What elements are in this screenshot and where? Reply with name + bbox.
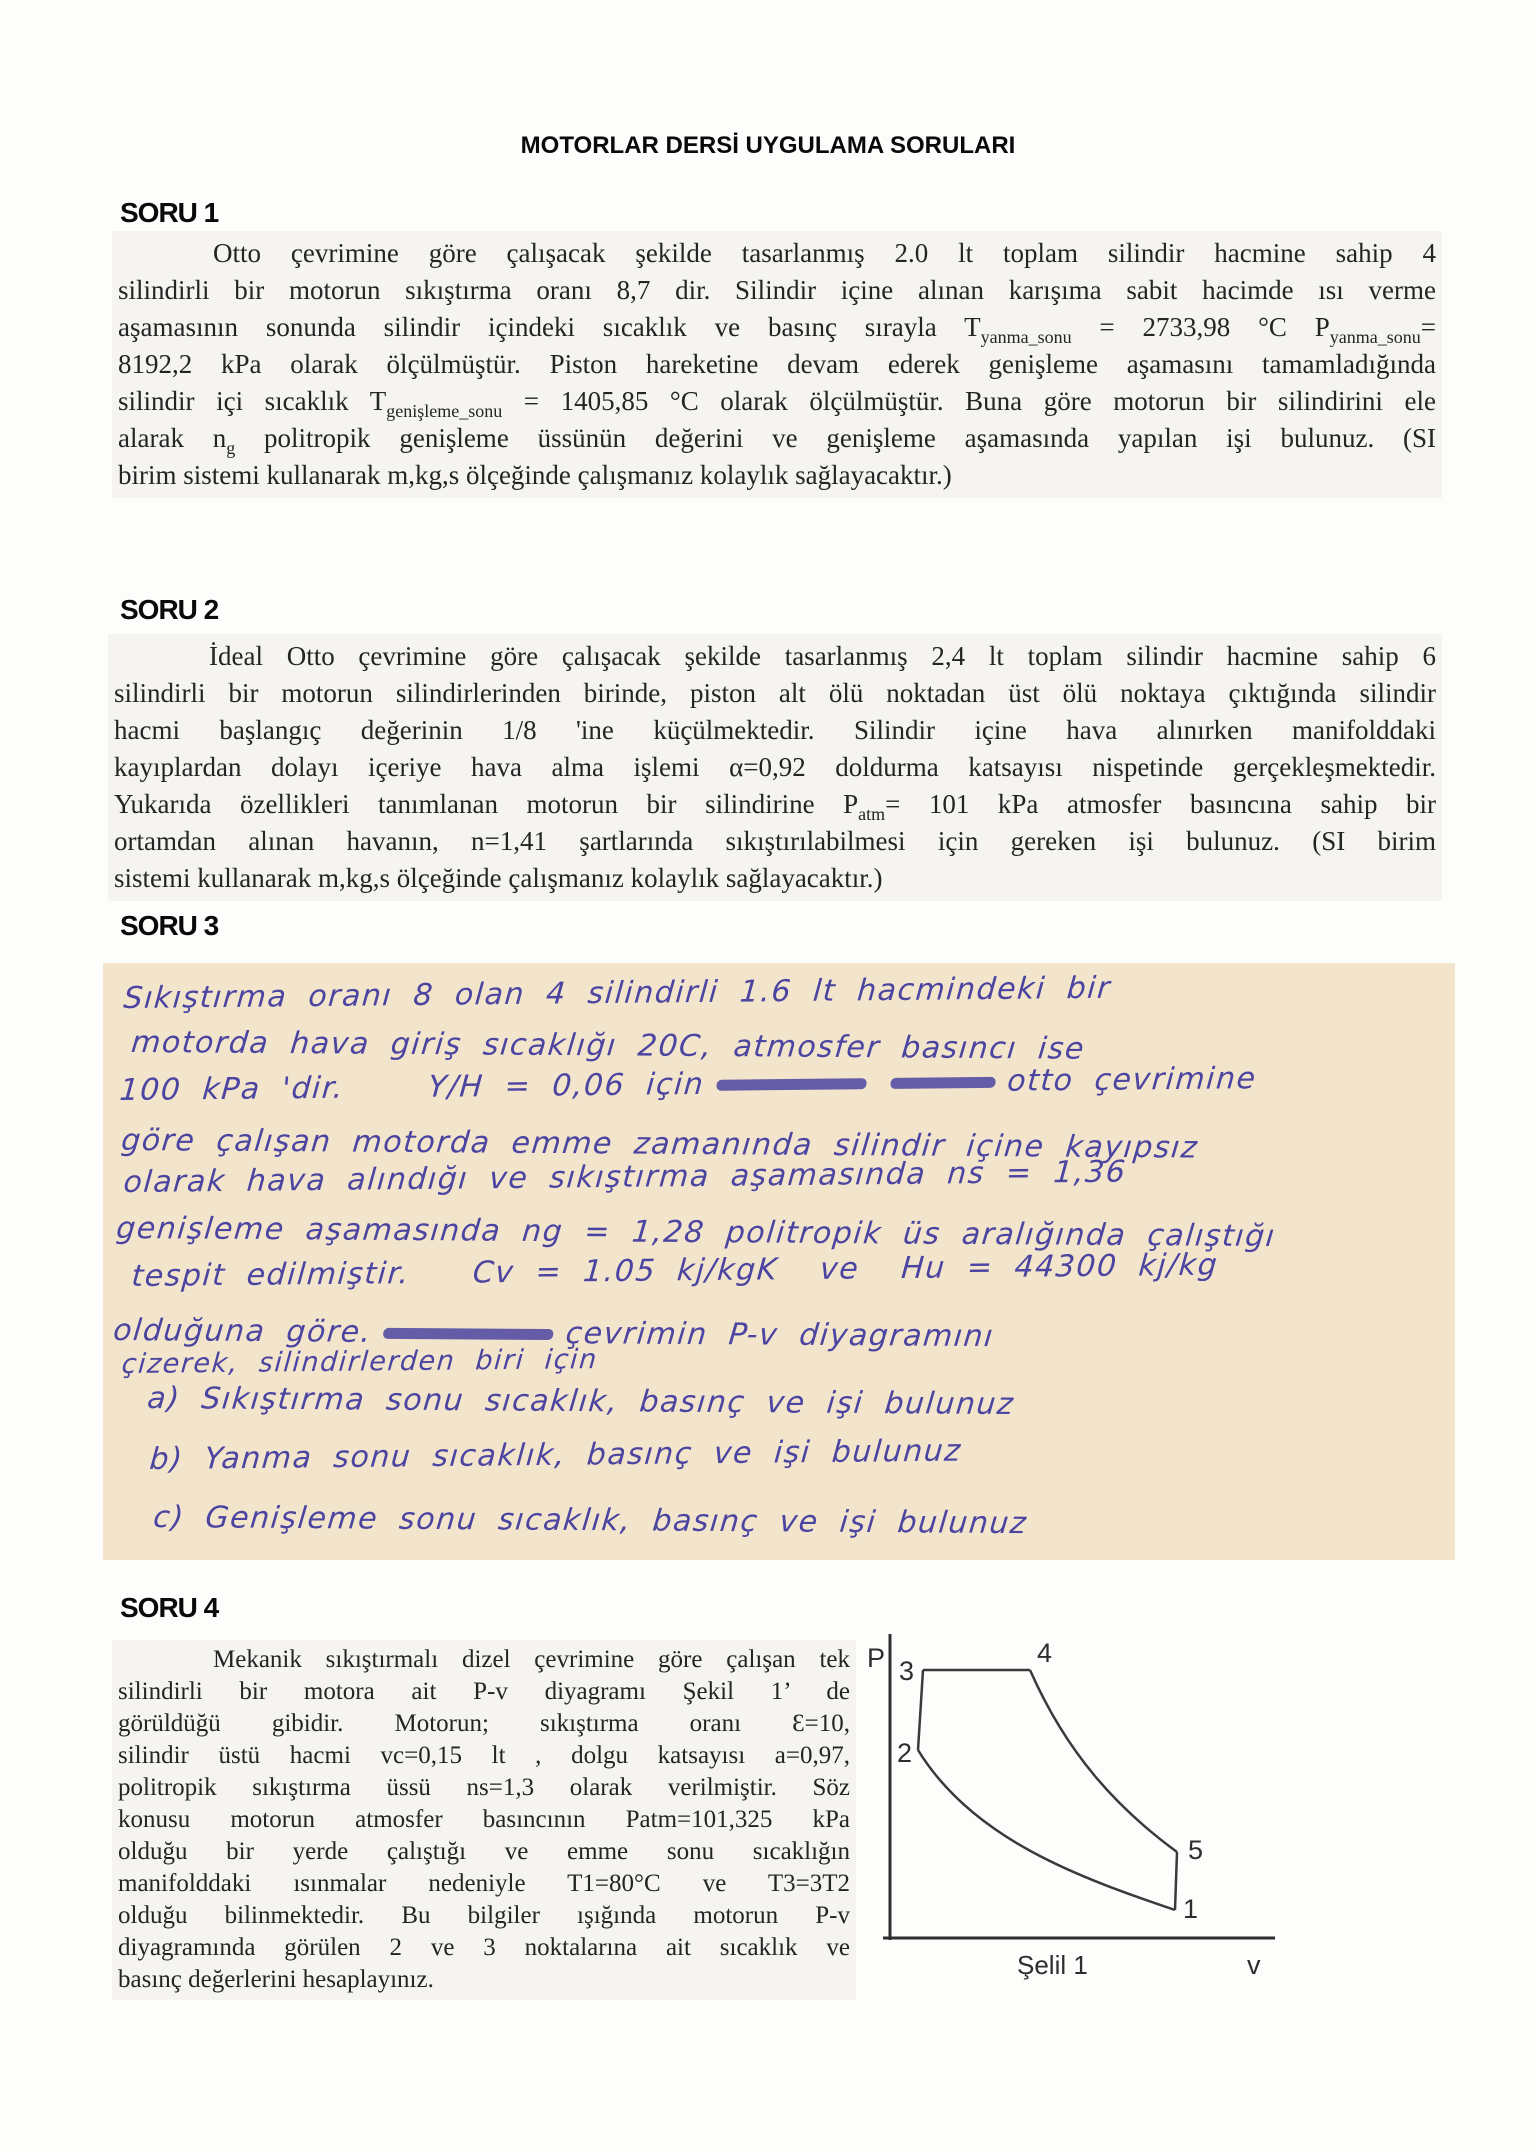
page-title: MOTORLAR DERSİ UYGULAMA SORULARI: [520, 132, 1016, 159]
soru2-line: kayıplardan dolayı içeriye hava alma işlemi α=0,92 doldurma katsayısı nispetinde gerçekleşmektedir.: [114, 752, 1436, 782]
soru4-line: olduğu bir yerde çalıştığı ve emme sonu sıcaklığın: [118, 1838, 850, 1865]
scribble-strikethrough: [716, 1078, 867, 1091]
soru2-line: hacmi başlangıç değerinin 1/8 'ine küçülmektedir. Silindir içine hava alınırken manifolddaki: [114, 715, 1436, 745]
soru4-line: konusu motorun atmosfer basıncının Patm=101,325 kPa: [118, 1806, 850, 1833]
handwritten-line: 100 kPa 'dir. Y/H = 0,06 için otto çevrimine: [118, 1061, 1258, 1109]
soru2-line: İdeal Otto çevrimine göre çalışacak şekilde tasarlanmış 2,4 lt toplam silindir hacmine sahip 6: [209, 641, 1436, 671]
soru4-paragraph: [112, 1640, 856, 2000]
handwritten-line: genişleme aşamasında ng = 1,28 politropik üs aralığında çalıştığı: [114, 1211, 1278, 1255]
point-2-label: 2: [897, 1738, 913, 1768]
soru1-line: Otto çevrimine göre çalışacak şekilde tasarlanmış 2.0 lt toplam silindir hacmine sahip 4: [213, 238, 1436, 268]
scribble-strikethrough: [383, 1328, 554, 1340]
v-axis-label: v: [1247, 1950, 1261, 1980]
soru4-line: diyagramında görülen 2 ve 3 noktalarına ait sıcaklık ve: [118, 1934, 850, 1961]
pv-diagram-figure: [855, 1622, 1315, 1997]
figure-caption: Şelil 1: [1017, 1950, 1088, 1980]
handwritten-line: olduğuna göre. çevrimin P-v diyagramını: [111, 1313, 996, 1355]
soru4-line: manifolddaki ısınmalar nedeniyle T1=80°C ve T3=3T2: [118, 1870, 850, 1897]
handwritten-line: olarak hava alındığı ve sıkıştırma aşamasında ns = 1,36: [122, 1154, 1128, 1201]
compression-curve-1-2: [918, 1750, 1175, 1910]
soru4-heading: SORU 4: [120, 1592, 219, 1623]
handwritten-line: tespit edilmiştir. Cv = 1.05 kj/kgK ve Hu = 44300 kj/kg: [130, 1247, 1220, 1295]
soru2-heading: SORU 2: [120, 594, 219, 625]
handwritten-line: a) Sıkıştırma sonu sıcaklık, basınç ve işi bulunuz: [145, 1381, 1016, 1423]
soru4-line: görüldüğü gibidir. Motorun; sıkıştırma oranı Ɛ=10,: [118, 1710, 850, 1737]
soru1-line: silindirli bir motorun sıkıştırma oranı 8,7 dir. Silindir içine alınan karışıma sabit hacimde ısı verme: [118, 275, 1436, 305]
handwritten-line: Sıkıştırma oranı 8 olan 4 silindirli 1.6 lt hacmindeki bir: [122, 970, 1113, 1017]
soru4-line: Mekanik sıkıştırmalı dizel çevrimine göre çalışan tek: [213, 1646, 850, 1673]
scribble-strikethrough: [890, 1077, 996, 1089]
point-1-label: 1: [1183, 1894, 1199, 1924]
soru1-heading: SORU 1: [120, 197, 219, 228]
soru2-line: sistemi kullanarak m,kg,s ölçeğinde çalışmanız kolaylık sağlayacaktır.): [114, 863, 883, 893]
soru2-line: ortamdan alınan havanın, n=1,41 şartlarında sıkıştırılabilmesi için gereken işi bulunuz. (SI birim: [114, 826, 1436, 856]
line-5-1: [1175, 1852, 1177, 1910]
soru1-line: 8192,2 kPa olarak ölçülmüştür. Piston hareketine devam ederek genişleme aşamasını tamamladığında: [118, 349, 1436, 379]
line-2-3: [918, 1670, 923, 1750]
handwritten-line: göre çalışan motorda emme zamanında silindir içine kayıpsız: [119, 1123, 1200, 1166]
soru1-line: birim sistemi kullanarak m,kg,s ölçeğinde çalışmanız kolaylık sağlayacaktır.): [118, 460, 952, 490]
handwritten-line: motorda hava giriş sıcaklığı 20C, atmosfer basıncı ise: [129, 1025, 1087, 1067]
soru1-line: aşamasının sonunda silindir içindeki sıcaklık ve basınç sırayla $T_{yanma\_sonu} = 2733,98$ °C $P_{yanma\_sonu}=$: [118, 312, 1436, 347]
point-5-label: 5: [1188, 1835, 1204, 1865]
soru4-line: silindir üstü hacmi vc=0,15 lt , dolgu katsayısı a=0,97,: [118, 1742, 850, 1769]
soru3-heading: SORU 3: [120, 910, 219, 941]
expansion-curve-4-5: [1030, 1670, 1177, 1852]
soru1-line: alarak $n_g$ politropik genişleme üssünün değerini ve genişleme aşamasında yapılan işi bulunuz. (SI: [118, 423, 1437, 458]
soru3-handwritten-block: [103, 963, 1455, 1560]
pv-diagram: [855, 1622, 1315, 1997]
soru2-line: Yukarıda özellikleri tanımlanan motorun bir silindirine $P_{atm}= 101$ kPa atmosfer basıncına sahip bir: [114, 789, 1436, 824]
handwritten-line: c) Genişleme sonu sıcaklık, basınç ve işi bulunuz: [151, 1500, 1029, 1542]
soru1-paragraph: [112, 231, 1442, 498]
soru4-line: basınç değerlerini hesaplayınız.: [118, 1966, 434, 1993]
p-axis-label: P: [867, 1643, 886, 1673]
soru4-line: olduğu bilinmektedir. Bu bilgiler ışığında motorun P-v: [118, 1902, 850, 1929]
soru2-line: silindirli bir motorun silindirlerinden birinde, piston alt ölü noktadan üst ölü noktaya çıktığında silindir: [114, 678, 1436, 708]
soru2-paragraph: [108, 634, 1442, 901]
point-4-label: 4: [1037, 1638, 1053, 1668]
handwritten-line: b) Yanma sonu sıcaklık, basınç ve işi bulunuz: [148, 1433, 963, 1478]
soru1-line: silindir içi sıcaklık $T_{genişleme\_sonu} = 1405,85$ °C olarak ölçülmüştür. Buna göre motorun bir silindirini ele: [118, 386, 1436, 421]
soru4-line: silindirli bir motora ait P-v diyagramı Şekil 1’ de: [118, 1678, 850, 1705]
point-3-label: 3: [899, 1656, 915, 1686]
soru4-line: politropik sıkıştırma üssü ns=1,3 olarak verilmiştir. Söz: [118, 1774, 850, 1801]
handwritten-line: çizerek, silindirlerden biri için: [120, 1344, 599, 1381]
